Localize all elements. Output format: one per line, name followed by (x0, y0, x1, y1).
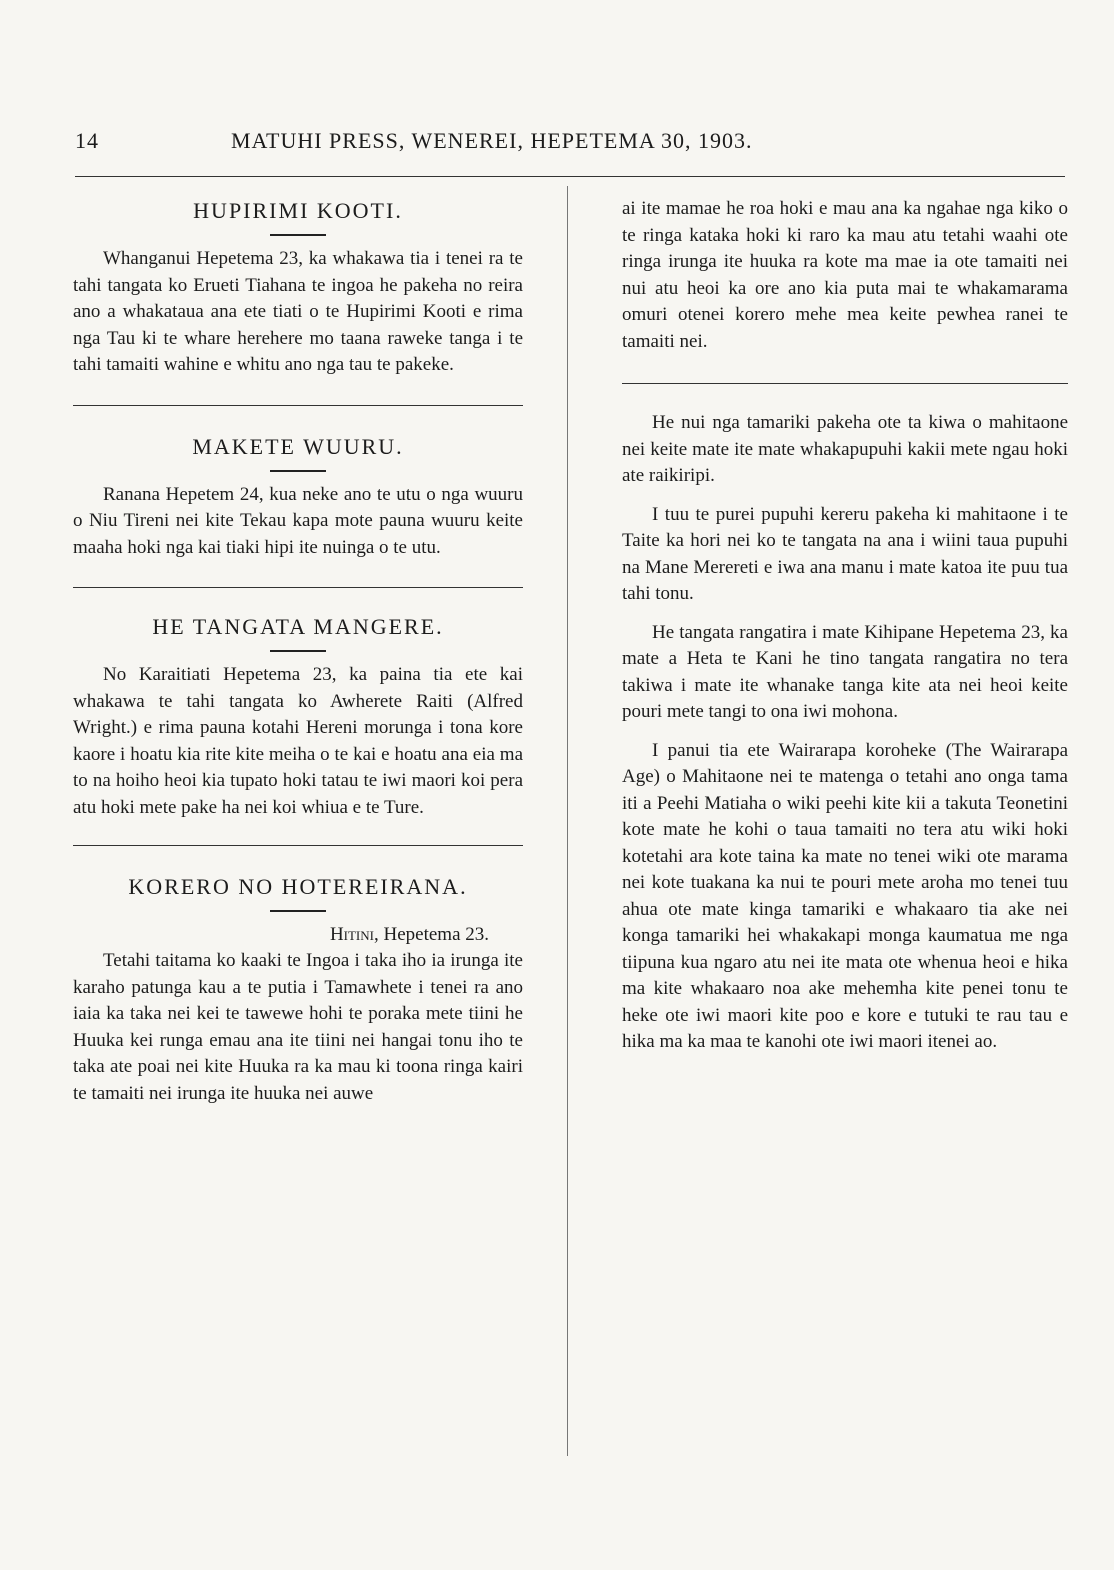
article-body: No Karaitiati Hepetema 23, ka paina tia ete kai whakawa te tahi tangata ko Awherete Raiti (Alfred Wright.) e rima pauna kotahi Hereni morunga i tona kore kaore i hoatu kia rite kite meiha o te kai e hoatu ana eia ma to na hoiho heoi kia tupato hoki tatau te iwi maori koi pera atu hoki mete pake ha nei koi whiua e te Ture. (73, 664, 523, 818)
article-body: Tetahi taitama ko kaaki te Ingoa i taka iho ia irunga ite karaho patunga kau a te putia i Tamawhete i tenei ra ano iaia ka taka nei kei te tawewe hohi te poraka mete tiini he Huuka kei runga emau ana ite tiini nei hangai tonu iho te taka ate poai nei kite Huuka ra ka mau ki toona ringa kairi te tamaiti nei irunga ite huuka nei auwe (73, 950, 523, 1104)
heading-rule (270, 650, 326, 652)
section-divider (73, 405, 523, 406)
article-body: He tangata rangatira i mate Kihipane Hepetema 23, ka mate a Heta te Kani he tino tangata rangatira no tera takiwa i mate ite whanake tanga kite ata nei heoi keite pouri mete tangi to ona iwi mohona. (622, 621, 1068, 722)
article-body: I panui tia ete Wairarapa koroheke (The Wairarapa Age) o Mahitaone nei te matenga o tetahi ano onga tama iti a Peehi Matiaha o wiki peehi kite kii a takuta Teonetini kote mate he kohi o taua tamaiti no tera atu wiki hoki kotetahi ara kote taina ka mate no tenei wiki ote marama nei kote tuakana ka nui te pouri mete aroha mo tenei tuu ahua ote mate kinga tamariki e whakaaro tia ake nei konga tamariki hei whakakapi monga kaumatua me nga tiipuna kua ngaro atu nei ite mata ote whenua heoi e hika ma kite whakaaro noa ake mehemha kite penei tonu te heke ote iwi maori kite poo e kore e tutuki te rau tau e hika ma ka maa te kanohi ote iwi maori itenei ao. (622, 739, 1068, 1052)
article-body: I tuu te purei pupuhi kereru pakeha ki mahitaone i te Taite ka hori nei ko te tangata na ana i wiini taua pupuhi na Mane Merereti e iwa ana manu i mate katoa ite puu tua tahi tonu. (622, 503, 1068, 604)
section-divider (73, 845, 523, 846)
running-head: MATUHI PRESS, WENEREI, HEPETEMA 30, 1903. (231, 128, 753, 153)
page-number: 14 (75, 128, 99, 153)
dateline-date: Hepetema 23. (378, 924, 489, 945)
article-heading: HE TANGATA MANGERE. (152, 614, 444, 639)
column-divider (567, 186, 568, 1456)
heading-rule (270, 910, 326, 912)
dateline-place: Hitini, (329, 924, 379, 945)
right-column (622, 196, 1068, 1056)
section-divider (73, 587, 523, 588)
article-body: ai ite mamae he roa hoki e mau ana ka ngahae nga kiko o te ringa kataka hoki ki raro ka mau atu tetahi waahi ote ringa irunga ite huuka ra kote ma mae ia ote tamaiti nei nui atu heoi ka ore ano kia puta mai te whakamarama omuri otenei korero mehe mea keite pewhea ranei te tamaiti nei. (622, 198, 1068, 352)
article-heading: MAKETE WUURU. (192, 433, 404, 459)
article-body: He nui nga tamariki pakeha ote ta kiwa o mahitaone nei keite mate ite mate whakapupuhi kakii mete ngau hoki ate raikiripi. (622, 412, 1068, 486)
article-heading: KORERO NO HOTEREIRANA. (128, 874, 468, 899)
article-body: Ranana Hepetem 24, kua neke ano te utu o nga wuuru o Niu Tireni nei kite Tekau kapa mote pauna wuuru keite maaha hoki nga kai tiaki hipi ite nuinga o te utu. (73, 483, 523, 558)
header-rule (75, 176, 1065, 177)
section-divider (622, 383, 1068, 384)
page-header (75, 128, 1065, 164)
article-heading: HUPIRIMI KOOTI. (193, 198, 403, 223)
heading-rule (270, 470, 326, 472)
heading-rule (270, 234, 326, 236)
dateline (73, 922, 523, 948)
left-column (73, 196, 523, 1107)
article-body: Whanganui Hepetema 23, ka whakawa tia i tenei ra te tahi tangata ko Erueti Tiahana te ingoa he pakeha no reira ano a whakataua ana ete tiati o te Hupirimi Kooti e rima nga Tau ki te whare herehere mo taana raweke tanga i te tahi tamaiti wahine e whitu ano nga tau te pakeke. (73, 248, 523, 375)
